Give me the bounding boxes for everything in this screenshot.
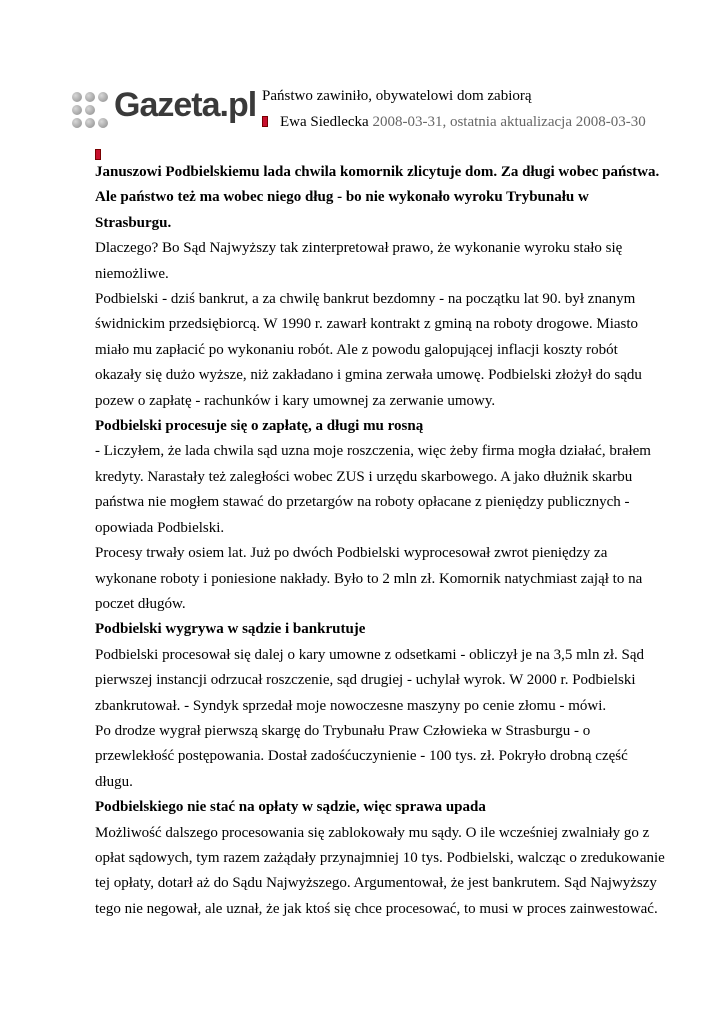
article-title: Państwo zawiniło, obywatelowi dom zabiorą xyxy=(262,88,532,104)
logo-dots-icon xyxy=(72,88,112,132)
article-meta xyxy=(262,114,646,131)
section-heading: Podbielskiego nie stać na opłaty w sądzie, więc sprawa upada xyxy=(95,799,486,816)
author-name: Ewa Siedlecka xyxy=(280,114,369,130)
article-lead: Januszowi Podbielskiemu lada chwila komornik zlicytuje dom. Za długi wobec państwa. Ale państwo też ma wobec niego dług - bo nie wykonało wyroku Trybunału w Strasburgu. xyxy=(95,164,660,231)
publish-date: 2008-03-31, ostatnia aktualizacja 2008-03-30 xyxy=(372,114,646,130)
paragraph: Podbielski procesował się dalej o kary umowne z odsetkami - obliczył je na 3,5 mln zł. Sąd pierwszej instancji odrzucał roszczenie, sąd drugiej - uchylał wyrok. W 2000 r. Podbielski zbankrutował. - Syndyk sprzedał moje nowoczesne maszyny po cenie złomu - mówi. xyxy=(95,646,645,714)
section-heading: Podbielski wygrywa w sądzie i bankrutuje xyxy=(95,621,366,638)
logo-text: Gazeta.pl xyxy=(114,86,257,124)
paragraph: Dlaczego? Bo Sąd Najwyższy tak zinterpretował prawo, że wykonanie wyroku stało się niemożliwe. xyxy=(95,240,623,282)
article-body xyxy=(95,160,665,922)
article-header xyxy=(72,86,672,134)
paragraph: Procesy trwały osiem lat. Już po dwóch Podbielski wyprocesował zwrot pieniędzy za wykonane roboty i poniesione nakłady. Było to 2 mln zł. Komornik natychmiast zajął to na poczet długów. xyxy=(95,545,643,612)
gazeta-logo[interactable] xyxy=(72,88,262,132)
lead-marker-icon xyxy=(95,149,101,160)
bullet-marker-icon xyxy=(262,116,268,127)
paragraph: Podbielski - dziś bankrut, a za chwilę bankrut bezdomny - na początku lat 90. był znanym świdnickim przedsiębiorcą. W 1990 r. zawarł kontrakt z gminą na roboty drogowe. Miasto miało mu zapłacić po wykonaniu robót. Ale z powodu galopującej inflacji koszty robót okazały się dużo wyższe, niż zakładano i gmina zerwała umowę. Podbielski złożył do sądu pozew o zapłatę - rachunków i kary umownej za zerwanie umowy. xyxy=(95,291,642,409)
paragraph: Po drodze wygrał pierwszą skargę do Trybunału Praw Człowieka w Strasburgu - o przewlekłość postępowania. Dostał zadośćuczynienie - 100 tys. zł. Pokryło drobną część długu. xyxy=(95,722,628,790)
paragraph: - Liczyłem, że lada chwila sąd uzna moje roszczenia, więc żeby firma mogła działać, brałem kredyty. Narastały też zaległości wobec ZUS i urzędu skarbowego. A jako dłużnik skarbu państwa nie mogłem stawać do przetargów na roboty opłacane z pieniędzy publicznych - opowiada Podbielski. xyxy=(95,443,651,536)
section-heading: Podbielski procesuje się o zapłatę, a długi mu rosną xyxy=(95,418,424,435)
paragraph: Możliwość dalszego procesowania się zablokowały mu sądy. O ile wcześniej zwalniały go z opłat sądowych, tym razem zażądały przynajmniej 10 tys. Podbielski, walcząc o zredukowanie tej opłaty, dotarł aż do Sądu Najwyższego. Argumentował, że jest bankrutem. Sąd Najwyższy tego nie negował, ale uznał, że jak ktoś się chce procesować, to musi w proces zainwestować. xyxy=(95,824,665,917)
